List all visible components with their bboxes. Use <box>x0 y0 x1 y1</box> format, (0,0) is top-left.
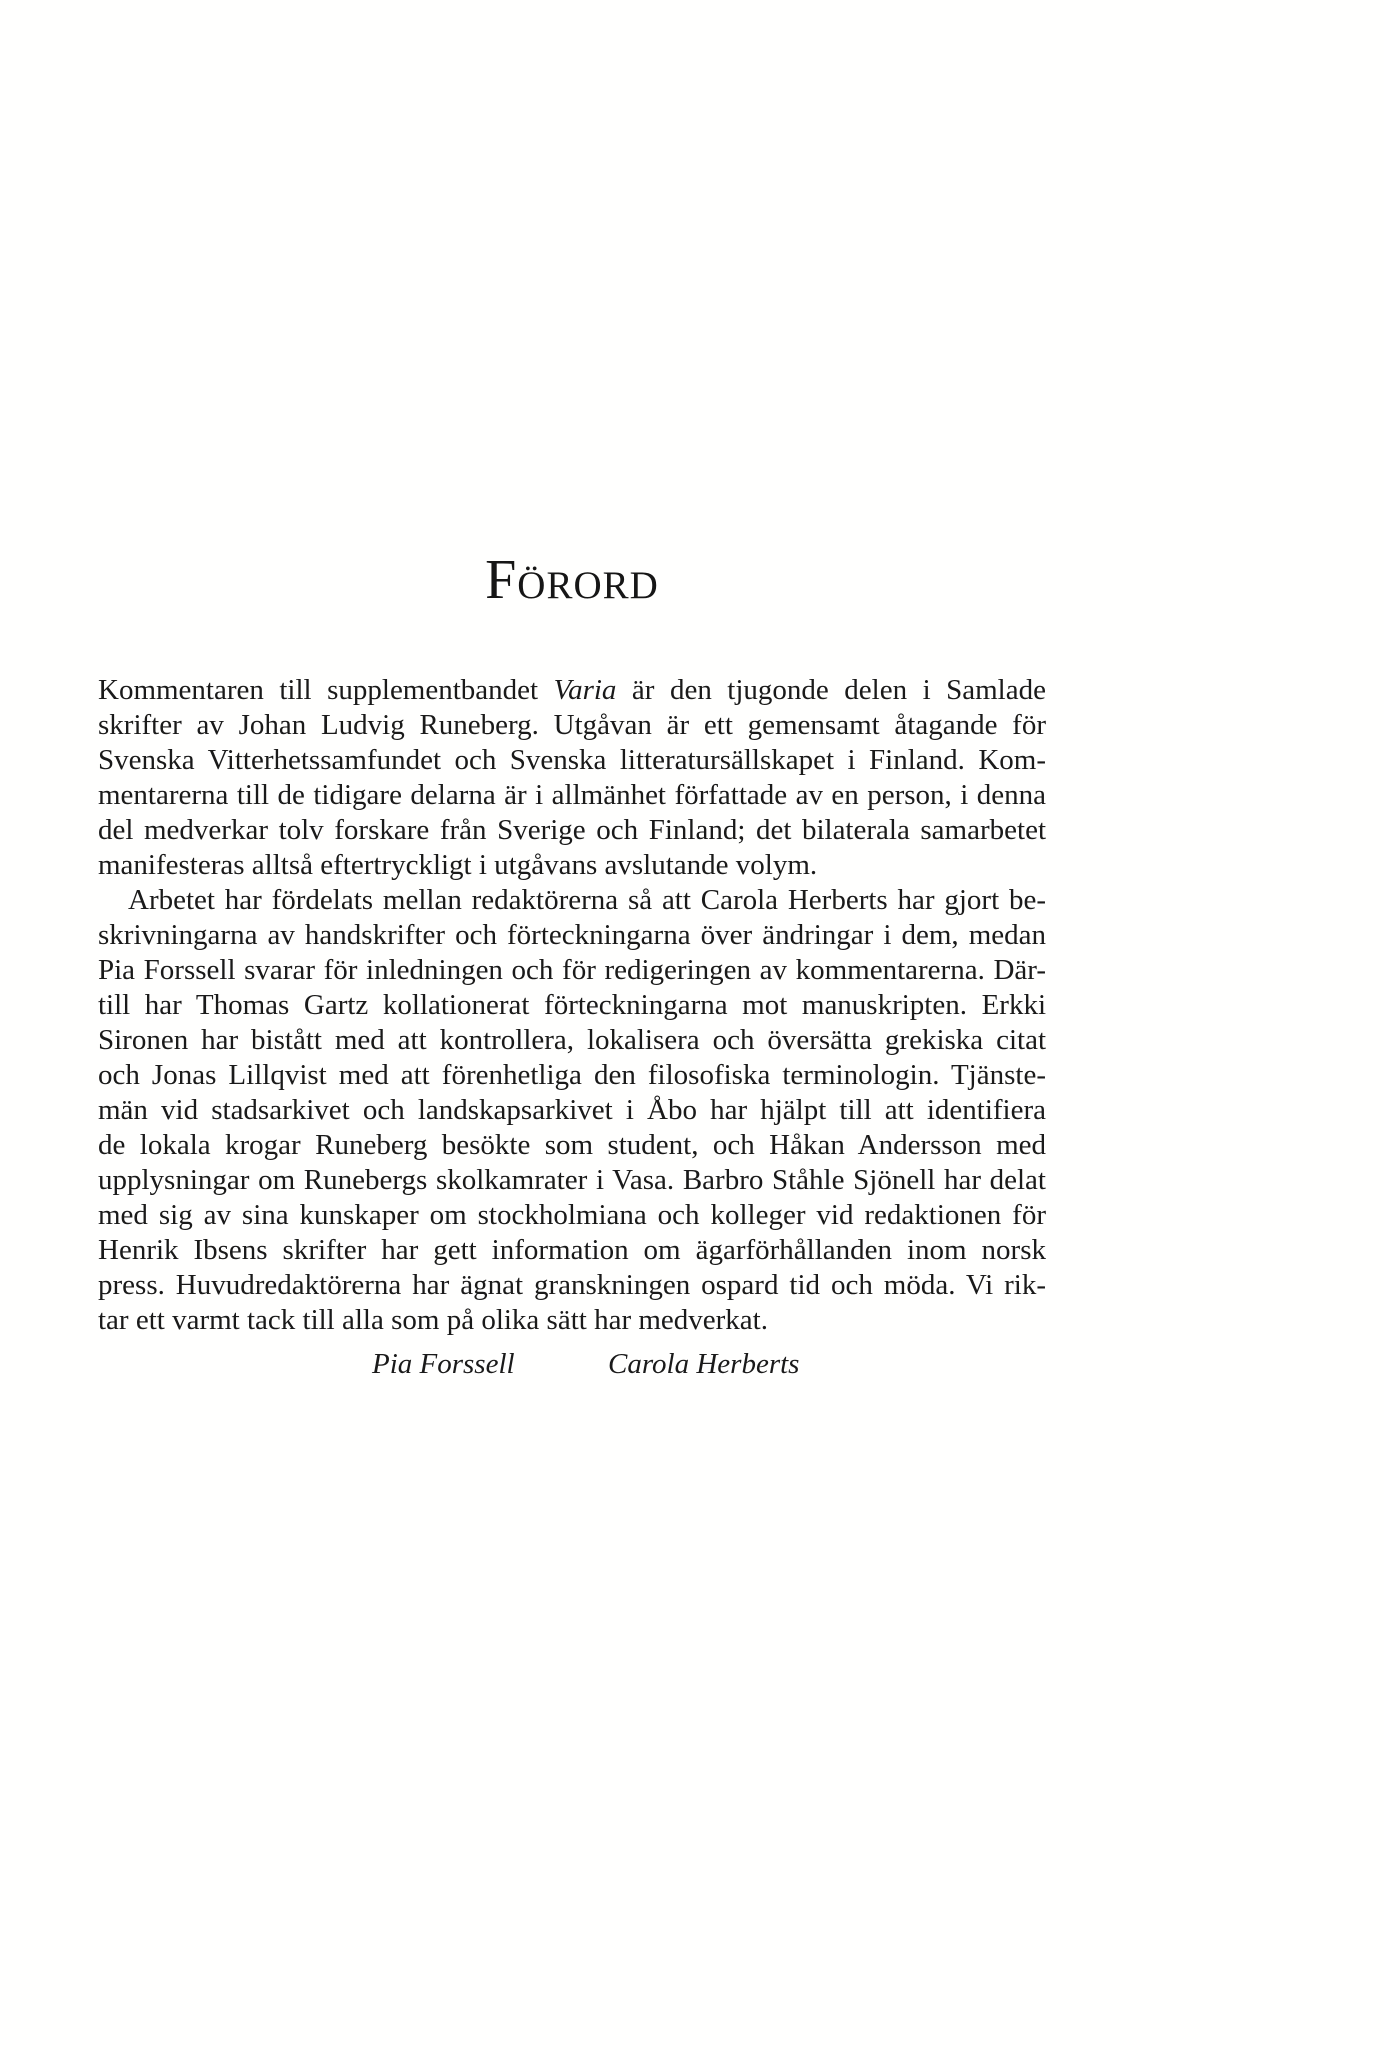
signature-pia-forssell: Pia Forssell <box>372 1348 515 1380</box>
text-line: de lokala krogar Runeberg besökte som student, och Håkan Andersson med <box>98 1129 1046 1161</box>
text-line: manifesteras alltså eftertryckligt i utgåvans avslutande volym. <box>98 849 818 881</box>
text-line <box>98 673 1046 708</box>
text-line: med sig av sina kunskaper om stockholmiana och kolleger vid redaktionen för <box>98 1199 1046 1231</box>
text-line: Henrik Ibsens skrifter har gett information om ägarförhållanden inom norsk <box>98 1234 1046 1266</box>
text-line: del medverkar tolv forskare från Sverige och Finland; det bilaterala samarbetet <box>98 814 1046 846</box>
text-line: Sironen har bistått med att kontrollera, lokalisera och översätta grekiska citat <box>98 1024 1046 1056</box>
text-line: och Jonas Lillqvist med att förenhetliga den filosofiska terminologin. Tjänste- <box>98 1059 1046 1091</box>
signature-carola-herberts: Carola Herberts <box>608 1348 800 1380</box>
text-line: till har Thomas Gartz kollationerat förteckningarna mot manuskripten. Erkki <box>98 989 1046 1021</box>
text-line: män vid stadsarkivet och landskapsarkivet i Åbo har hjälpt till att identifiera <box>98 1094 1046 1126</box>
italic-book-title-varia: Varia <box>553 674 617 706</box>
text-segment: Kommentaren till supplementbandet <box>98 674 554 706</box>
body-text <box>98 673 1046 1338</box>
signatures <box>98 1347 1046 1387</box>
text-line: tar ett varmt tack till alla som på olika sätt har medverkat. <box>98 1304 768 1336</box>
page-heading: Förord <box>485 549 659 611</box>
text-line: mentarerna till de tidigare delarna är i allmänhet författade av en person, i denna <box>98 779 1046 811</box>
text-line: press. Huvudredaktörerna har ägnat granskningen ospard tid och möda. Vi rik- <box>98 1269 1046 1301</box>
text-line: Arbetet har fördelats mellan redaktörerna så att Carola Herberts har gjort be- <box>128 884 1046 916</box>
text-line: skrivningarna av handskrifter och förteckningarna över ändringar i dem, medan <box>98 919 1046 951</box>
text-line: Pia Forssell svarar för inledningen och för redigeringen av kommentarerna. Där- <box>98 954 1046 986</box>
text-line: Svenska Vitterhetssamfundet och Svenska litteratursällskapet i Finland. Kom- <box>98 744 1046 776</box>
text-segment: är den tjugonde delen i Samlade <box>616 674 1046 706</box>
text-line: upplysningar om Runebergs skolkamrater i Vasa. Barbro Ståhle Sjönell har delat <box>98 1164 1046 1196</box>
text-line: skrifter av Johan Ludvig Runeberg. Utgåvan är ett gemensamt åtagande för <box>98 709 1046 741</box>
